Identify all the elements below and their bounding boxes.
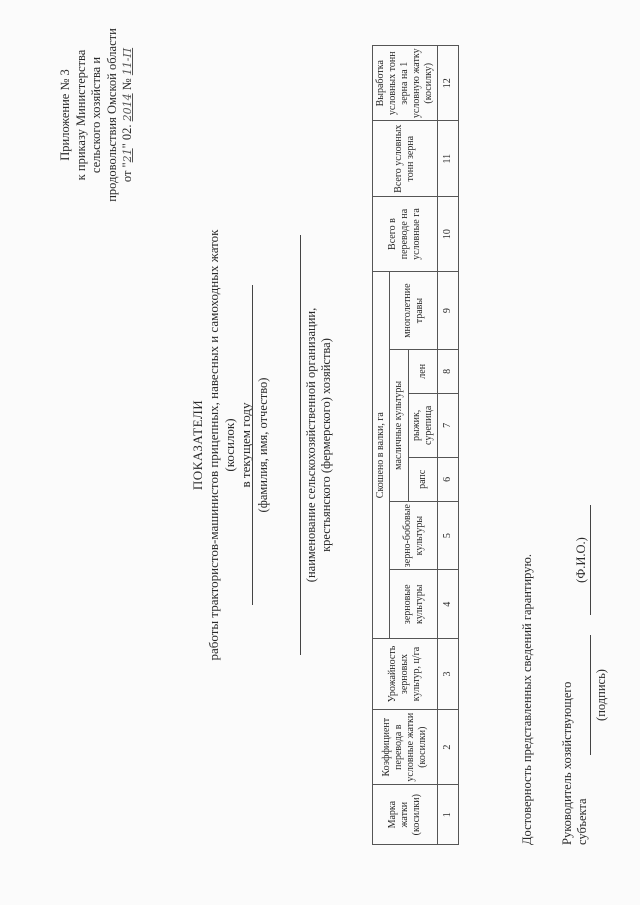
col-number: 7 xyxy=(438,393,459,457)
document-title xyxy=(190,205,254,685)
col-number: 6 xyxy=(438,457,459,501)
table-header-row-1 xyxy=(373,46,390,845)
handwritten-number: 11-П xyxy=(121,47,134,76)
org-caption-line1: (наименование сельскохозяйственной организации, xyxy=(304,307,318,583)
org-caption xyxy=(304,235,334,655)
col-brand-header: Марка жатки (косилки) xyxy=(373,785,438,845)
signature-underline xyxy=(590,635,591,755)
head-title-line2: субъекта xyxy=(575,798,589,845)
col-number: 9 xyxy=(438,272,459,350)
annex-number-label: № xyxy=(120,75,134,94)
col-total-ha-header: Всего в переводе на условные га xyxy=(373,196,438,271)
annex-reference xyxy=(58,15,136,215)
col-rape-header: рапс xyxy=(409,457,438,501)
title-sub2: в текущем году xyxy=(238,402,253,488)
org-caption-line2: крестьянского (фермерского) хозяйства) xyxy=(319,338,333,552)
col-number: 3 xyxy=(438,639,459,710)
col-coef-header: Коэффициент перевода в условные жатки (косилки) xyxy=(373,709,438,784)
annex-line4: продовольствия Омской области xyxy=(104,28,119,202)
col-number: 11 xyxy=(438,121,459,196)
col-oil-header: масличные культуры xyxy=(390,349,409,501)
annex-date-mid: " 02. xyxy=(120,121,134,149)
col-grass-header: многолетние травы xyxy=(390,272,438,350)
col-number: 12 xyxy=(438,46,459,121)
col-output-header: Выработка условных тонн зерна на 1 условную жатку (косилку) xyxy=(373,46,438,121)
handwritten-day: 21 xyxy=(121,148,134,163)
col-number: 4 xyxy=(438,570,459,639)
col-flax-header: лен xyxy=(409,349,438,393)
col-number: 2 xyxy=(438,709,459,784)
title-sub1: работы трактористов-машинистов прицепных, навесных и самоходных жаток (косилок) xyxy=(206,229,237,661)
col-yield-header: Урожайность зерновых культур, ц/га xyxy=(373,639,438,710)
col-mowed-header: Скошено в валки, га xyxy=(373,272,390,639)
col-number: 1 xyxy=(438,785,459,845)
col-number: 8 xyxy=(438,349,459,393)
fio-sign-caption: (Ф.И.О.) xyxy=(574,537,588,583)
col-camelina-header: рыжик, сурепица xyxy=(409,393,438,457)
col-number: 10 xyxy=(438,196,459,271)
annex-date-prefix: от " xyxy=(120,162,134,183)
annex-line2: к приказу Министерства xyxy=(73,49,88,181)
fio-caption: (фамилия, имя, отчество) xyxy=(256,377,270,513)
fio-underline xyxy=(252,285,253,605)
indicators-table xyxy=(372,45,459,845)
annex-line3: сельского хозяйства и xyxy=(89,56,103,174)
fio-sign-underline xyxy=(590,505,591,615)
col-legume-header: зерно-бобовые культуры xyxy=(390,501,438,570)
signature-caption: (подпись) xyxy=(594,669,608,721)
head-title-line1: Руководитель хозяйствующего xyxy=(560,681,574,845)
annex-line1: Приложение № 3 xyxy=(58,69,72,161)
guarantee-statement: Достоверность представленных сведений гарантирую. xyxy=(520,554,534,845)
col-total-tons-header: Всего условных тонн зерна xyxy=(373,121,438,196)
annex-date-line xyxy=(120,15,136,215)
handwritten-year: 2014 xyxy=(121,93,134,122)
col-number: 5 xyxy=(438,501,459,570)
title-main: ПОКАЗАТЕЛИ xyxy=(190,399,205,491)
org-underline xyxy=(300,235,301,655)
col-grain-header: зерновые культуры xyxy=(390,570,438,639)
table-number-row xyxy=(438,46,459,845)
